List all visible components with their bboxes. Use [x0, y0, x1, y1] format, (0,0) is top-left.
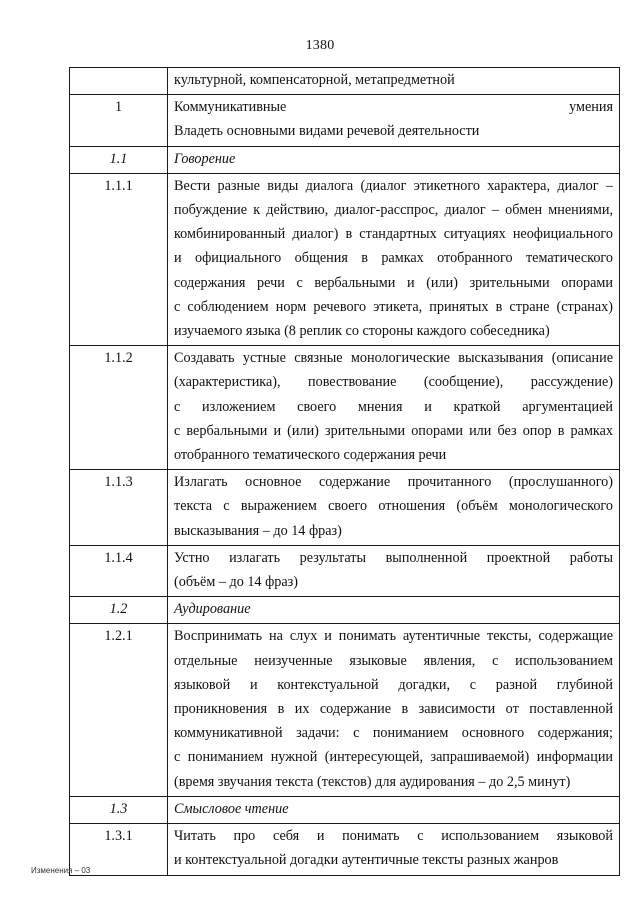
- row-text: [168, 95, 620, 146]
- row-number: 1.1.2: [70, 346, 168, 470]
- row-number: 1: [70, 95, 168, 146]
- table-row: [70, 470, 620, 546]
- text-line: отобранного тематического содержания речи: [174, 447, 447, 464]
- text-line: и контекстуальной догадки аутентичные тексты разных жанров: [174, 852, 559, 869]
- row-number: 1.3: [70, 796, 168, 823]
- section-heading: [168, 146, 620, 173]
- text-line: с изложением своего мнения и краткой аргументацией: [174, 398, 613, 415]
- text-line: с вербальными и (или) зрительными опорами или без опор в рамках: [174, 422, 613, 439]
- text-line: и официального общения в рамках отобранного тематического: [174, 250, 613, 267]
- text-line: изучаемого языка (8 реплик со стороны каждого собеседника): [174, 323, 550, 340]
- table-row: [70, 346, 620, 470]
- row-text: [168, 346, 620, 470]
- text-line: Смысловое чтение: [174, 800, 289, 817]
- text-line: Владеть основными видами речевой деятельности: [174, 123, 480, 140]
- row-text: [168, 545, 620, 596]
- row-number: [70, 68, 168, 95]
- row-text: [168, 470, 620, 546]
- text-line: Создавать устные связные монологические высказывания (описание: [174, 350, 613, 367]
- table-row: [70, 624, 620, 796]
- table-row: [70, 95, 620, 146]
- section-heading: [168, 597, 620, 624]
- footer-revision-note: Изменения – 03: [31, 866, 91, 875]
- text-line: высказывания – до 14 фраз): [174, 522, 342, 539]
- text-line: побуждение к действию, диалог-расспрос, диалог – обмен мнениями,: [174, 202, 613, 219]
- page-number: 1380: [305, 38, 335, 53]
- text-line: языковой и контекстуальной догадки, с разной глубиной: [174, 676, 613, 693]
- text-line: с соблюдением норм речевого этикета, принятых в стране (странах): [174, 298, 613, 315]
- text-line: содержания речи с вербальными и (или) зрительными опорами: [174, 274, 613, 291]
- table-row: [70, 68, 620, 95]
- row-number: 1.2.1: [70, 624, 168, 796]
- row-number: 1.1.4: [70, 545, 168, 596]
- row-text: [168, 624, 620, 796]
- text-line: текста с выражением своего отношения (объём монологического: [174, 498, 613, 515]
- text-line: коммуникативной задачи: с пониманием основного содержания;: [174, 725, 613, 742]
- text-line: отдельные неизученные языковые явления, с использованием: [174, 652, 613, 669]
- row-number: 1.3.1: [70, 824, 168, 875]
- content-table: [69, 67, 620, 876]
- table-row: [70, 173, 620, 345]
- text-line: Аудирование: [174, 601, 251, 618]
- text-line: Устно излагать результаты выполненной проектной работы: [174, 549, 613, 566]
- row-number: 1.1.1: [70, 173, 168, 345]
- row-text: [168, 68, 620, 95]
- text-line: (характеристика), повествование (сообщение), рассуждение): [174, 374, 613, 391]
- row-text: [168, 173, 620, 345]
- row-number: 1.2: [70, 597, 168, 624]
- text-line: (время звучания текста (текстов) для аудирования – до 2,5 минут): [174, 773, 571, 790]
- text-line: Читать про себя и понимать с использованием языковой: [174, 828, 613, 845]
- text-line: культурной, компенсаторной, метапредметной: [174, 72, 455, 88]
- row-number: 1.1.3: [70, 470, 168, 546]
- table-row: [70, 824, 620, 875]
- table-row: [70, 545, 620, 596]
- text-line: Коммуникативные умения: [174, 99, 613, 116]
- table-row: [70, 796, 620, 823]
- row-text: [168, 824, 620, 875]
- table-row: [70, 146, 620, 173]
- text-line: с пониманием нужной (интересующей, запрашиваемой) информации: [174, 749, 613, 766]
- table-row: [70, 597, 620, 624]
- text-line: проникновения в их содержание в зависимости от поставленной: [174, 701, 613, 718]
- text-line: Вести разные виды диалога (диалог этикетного характера, диалог –: [174, 177, 613, 194]
- text-line: Излагать основное содержание прочитанного (прослушанного): [174, 474, 613, 491]
- row-number: 1.1: [70, 146, 168, 173]
- section-heading: [168, 796, 620, 823]
- text-line: Воспринимать на слух и понимать аутентичные тексты, содержащие: [174, 628, 613, 645]
- text-line: комбинированный диалог) в стандартных ситуациях неофициального: [174, 226, 613, 243]
- text-line: (объём – до 14 фраз): [174, 574, 298, 591]
- text-line: Говорение: [174, 150, 236, 167]
